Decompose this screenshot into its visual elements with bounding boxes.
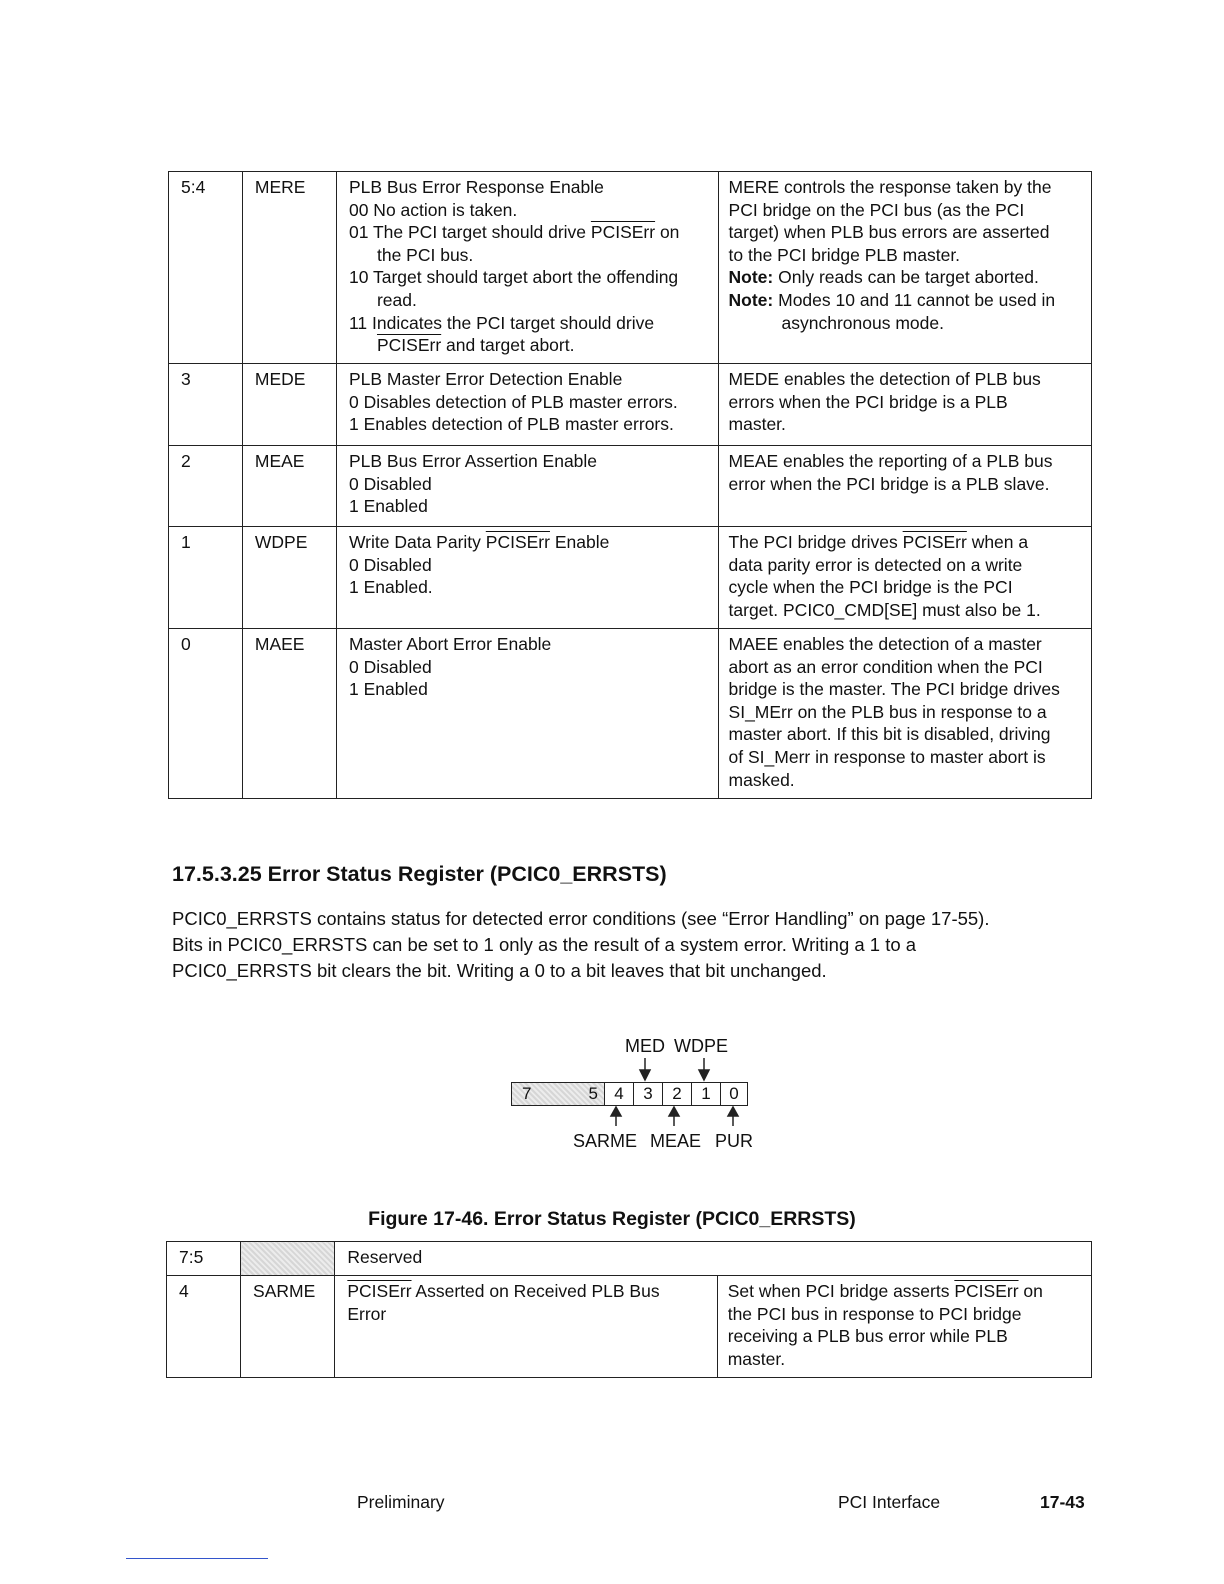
table-row [167,1242,1092,1276]
function-cell: PLB Bus Error Assertion Enable 0 Disabled 1 Enabled [336,446,718,527]
bit-label-sarme: SARME [573,1131,638,1151]
figure-caption: Figure 17-46. Error Status Register (PCIC0_ERRSTS) [368,1208,856,1230]
function-option: 00 No action is taken. [348,199,518,220]
description-cell: The PCI bridge drives PCISErr when a data parity error is detected on a write cycle when the PCI bridge is the PCI target. PCIC0_CMD[SE] must also be 1. [718,527,1091,629]
bits-cell: 5:4 [169,172,243,364]
bits-cell: 4 [167,1276,241,1378]
bits-cell: 3 [169,364,243,446]
field-name-cell: MEAE [242,446,336,527]
function-option-cont: the PCI bus. [376,244,474,265]
field-name-cell: MEDE [242,364,336,446]
table-row [167,1276,1092,1378]
signal-name: PCISErr [347,1281,412,1301]
bit-cell: 0 [720,1082,748,1106]
note: Note: Modes 10 and 11 cannot be used in [728,289,1056,310]
description-cell: MAEE enables the detection of a master abort as an error condition when the PCI bridge is the master. The PCI bridge drives SI_MErr on the PLB bus in response to a master abort. If this bit is disabled, driving of SI_Merr in response to master abort is masked. [718,629,1091,799]
signal-name: PCISErr [485,532,550,552]
register-field-table-2 [166,1241,1092,1378]
bits-cell: 7:5 [167,1242,241,1276]
bit-label-med: MED [625,1036,665,1056]
page-edge-line [126,1558,268,1559]
bits-cell: 2 [169,446,243,527]
note: Note: Only reads can be target aborted. [728,267,1039,288]
function-title: PLB Bus Error Response Enable [348,177,604,197]
signal-name: PCISErr [954,1281,1019,1301]
field-name-cell: SARME [241,1276,335,1378]
bits-cell: 1 [169,527,243,629]
function-option-cont: read. [376,289,417,310]
function-cell: Write Data Parity PCISErr Enable 0 Disabled 1 Enabled. [336,527,718,629]
description-cell: Set when PCI bridge asserts PCISErr on the PCI bus in response to PCI bridge receiving a PLB bus error while PLB master. [717,1276,1091,1378]
field-name-cell: MERE [242,172,336,364]
function-cell: PCISErr Asserted on Received PLB Bus Error [335,1276,717,1378]
bits-cell: 0 [169,629,243,799]
function-option: 10 Target should target abort the offending [348,267,679,288]
function-option: 01 The PCI target should drive PCISErr on [348,222,680,243]
function-option-cont: PCISErr and target abort. [376,335,575,356]
field-name-cell: WDPE [242,527,336,629]
signal-name: PCISErr [902,532,967,552]
function-cell: Reserved [335,1242,1092,1276]
section-heading: 17.5.3.25 Error Status Register (PCIC0_ERRSTS) [172,862,667,886]
footer-status: Preliminary [357,1492,445,1512]
field-name-cell-reserved [241,1242,335,1276]
description-cell: MERE controls the response taken by the PCI bridge on the PCI bus (as the PCI target) when PLB bus errors are asserted to the PCI bridge PLB master. Note: Only reads can be target aborted. Note: Modes 10 and 11 cannot be used in asynchronous mode. [718,172,1091,364]
description-cell: MEDE enables the detection of PLB bus errors when the PCI bridge is a PLB master. [718,364,1091,446]
function-cell: PLB Master Error Detection Enable 0 Disables detection of PLB master errors. 1 Enables detection of PLB master errors. [336,364,718,446]
bit-label-pur: PUR [715,1131,754,1151]
function-option: 11 Indicates the PCI target should drive [348,312,655,333]
field-name-cell: MAEE [242,629,336,799]
function-cell: Master Abort Error Enable 0 Disabled 1 Enabled [336,629,718,799]
bit-cell: 2 [662,1082,692,1106]
bit-field-reserved: 7 5 [511,1082,605,1106]
signal-name: PCISErr [590,222,656,243]
bit-label-meae: MEAE [650,1131,702,1151]
bit-cell: 1 [691,1082,721,1106]
section-paragraph: PCIC0_ERRSTS contains status for detected error conditions (see “Error Handling” on page 17-55). Bits in PCIC0_ERRSTS can be set to 1 only as the result of a system error. Writing a 1 to a PCIC0_ERRSTS bit clears the bit. Writing a 0 to a bit leaves that bit unchanged. [172,908,990,981]
bit-cell: 3 [633,1082,663,1106]
signal-name: PCISErr [376,335,442,356]
description-cell: MEAE enables the reporting of a PLB bus error when the PCI bridge is a PLB slave. [718,446,1091,527]
bit-label-wdpe: WDPE [674,1036,728,1056]
footer-chapter: PCI Interface [838,1492,941,1512]
page-number: 17-43 [1040,1492,1085,1512]
bit-cell: 4 [604,1082,634,1106]
